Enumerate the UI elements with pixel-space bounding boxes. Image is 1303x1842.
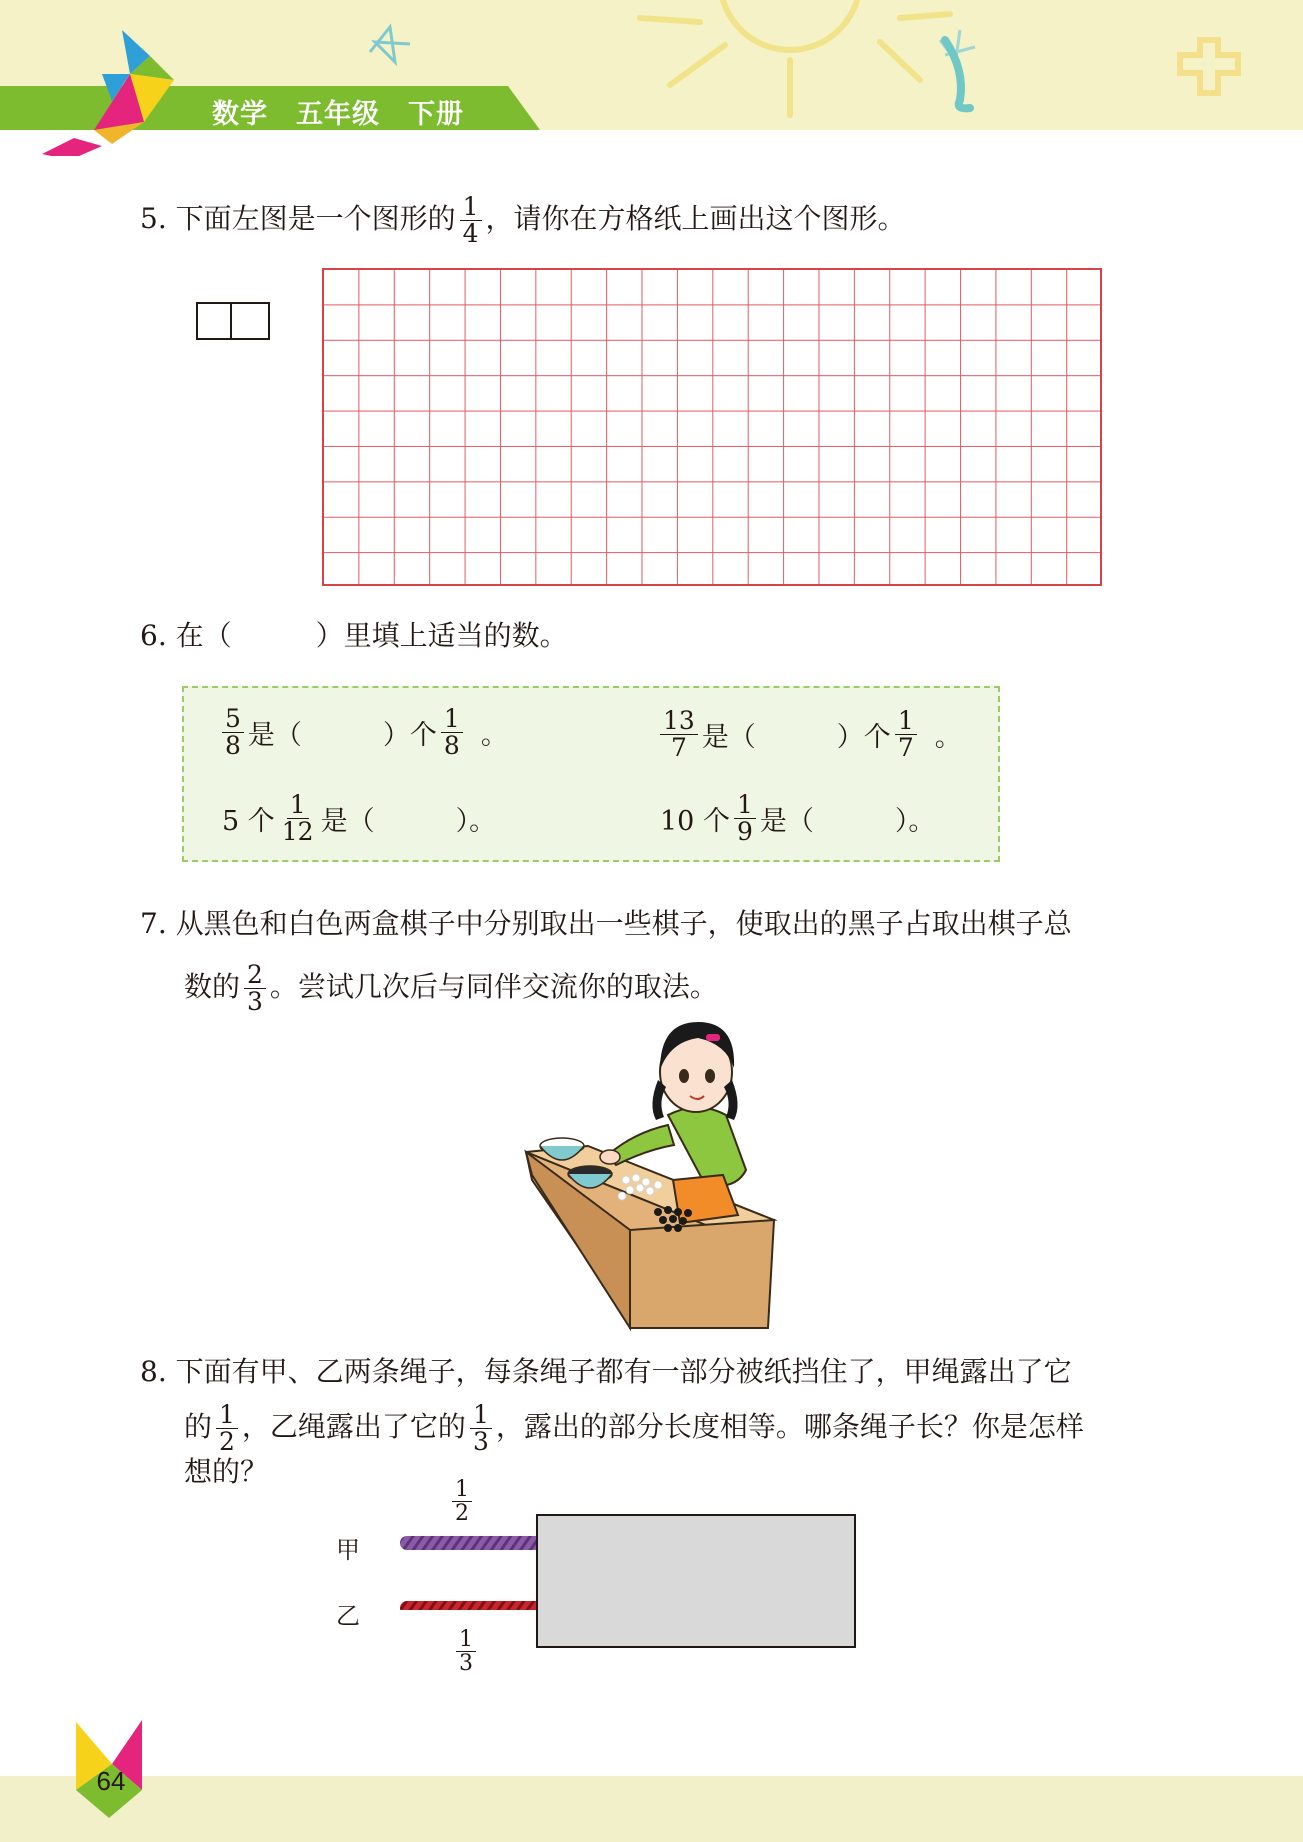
item-text: 。 bbox=[934, 722, 962, 753]
question-7 bbox=[140, 904, 1072, 944]
item-text: 10 个 bbox=[660, 806, 730, 837]
girl-with-chess-pieces-illustration bbox=[518, 1010, 798, 1332]
fraction-numerator: 1 bbox=[470, 1402, 492, 1429]
question-number: 7. bbox=[140, 907, 167, 940]
question-text: 在（ ）里填上适当的数。 bbox=[175, 619, 568, 652]
rope-b bbox=[400, 1601, 546, 1610]
fraction-denominator: 4 bbox=[462, 219, 479, 248]
question-text: 的 bbox=[184, 1410, 213, 1443]
fill-item-2 bbox=[656, 708, 962, 761]
fraction-denominator: 8 bbox=[443, 731, 460, 760]
fraction-denominator: 2 bbox=[219, 1427, 235, 1456]
fill-item-4 bbox=[660, 792, 935, 845]
question-number: 8. bbox=[140, 1355, 167, 1388]
question-text: ，露出的部分长度相等。哪条绳子长？你是怎样 bbox=[495, 1410, 1084, 1443]
item-text[interactable]: 是（ ）个 bbox=[247, 720, 437, 751]
tangram-logo-icon bbox=[32, 26, 192, 156]
fraction-numerator: 1 bbox=[456, 1628, 476, 1652]
fraction bbox=[216, 1402, 238, 1455]
item-text: 5 个 bbox=[222, 806, 275, 837]
fill-item-3 bbox=[222, 792, 496, 845]
fraction-denominator: 7 bbox=[897, 733, 914, 762]
book-title: 数学 五年级 下册 bbox=[212, 99, 464, 130]
fraction-numerator: 1 bbox=[734, 792, 756, 819]
fraction-numerator: 1 bbox=[216, 1402, 238, 1429]
rope-a bbox=[400, 1536, 546, 1550]
item-text: 。 bbox=[480, 720, 508, 751]
fraction-numerator: 1 bbox=[441, 706, 463, 733]
question-text: ，请你在方格纸上画出这个图形。 bbox=[485, 202, 906, 235]
fraction bbox=[279, 792, 317, 845]
fraction-denominator: 3 bbox=[472, 1427, 489, 1456]
fraction-numerator: 2 bbox=[244, 962, 266, 989]
fraction-denominator: 3 bbox=[247, 987, 263, 1016]
question-text: 下面左图是一个图形的 bbox=[175, 202, 456, 235]
fraction bbox=[460, 194, 482, 247]
page-number: 64 bbox=[96, 1766, 126, 1796]
star-sketch-icon bbox=[360, 22, 420, 72]
question-5 bbox=[140, 194, 906, 247]
item-text[interactable]: 是（ ）。 bbox=[320, 806, 497, 837]
fraction bbox=[244, 962, 266, 1015]
fraction-denominator: 3 bbox=[459, 1651, 473, 1676]
fraction bbox=[452, 1478, 472, 1525]
covering-paper bbox=[536, 1514, 856, 1648]
fraction bbox=[895, 708, 917, 761]
fraction-denominator: 8 bbox=[225, 731, 241, 760]
fraction bbox=[222, 706, 244, 759]
fraction-numerator: 1 bbox=[460, 194, 482, 221]
fraction bbox=[456, 1628, 476, 1675]
question-7-line2 bbox=[184, 962, 718, 1015]
question-text: 想的？ bbox=[184, 1455, 269, 1488]
question-8 bbox=[140, 1352, 1072, 1392]
question-text: 下面有甲、乙两条绳子，每条绳子都有一部分被纸挡住了，甲绳露出了它 bbox=[175, 1355, 1072, 1388]
rope-b-label: 乙 bbox=[336, 1602, 360, 1630]
rope-a-fraction bbox=[448, 1478, 476, 1525]
question-text: 。尝试几次后与同伴交流你的取法。 bbox=[269, 970, 718, 1003]
fill-item-1 bbox=[218, 706, 508, 759]
fraction bbox=[660, 708, 698, 761]
fraction-denominator: 12 bbox=[281, 817, 314, 846]
question-6 bbox=[140, 616, 568, 656]
fraction-denominator: 9 bbox=[736, 817, 753, 846]
fraction-numerator: 13 bbox=[660, 708, 698, 735]
fraction-numerator: 1 bbox=[287, 792, 309, 819]
fraction bbox=[734, 792, 756, 845]
question-text: 数的 bbox=[184, 970, 241, 1003]
question-number: 5. bbox=[140, 202, 167, 235]
question-8-line3 bbox=[184, 1452, 268, 1492]
item-text[interactable]: 是（ ）。 bbox=[759, 806, 936, 837]
fraction-denominator: 7 bbox=[670, 733, 687, 762]
fraction bbox=[441, 706, 463, 759]
question-number: 6. bbox=[140, 619, 167, 652]
question-text: 从黑色和白色两盒棋子中分别取出一些棋子，使取出的黑子占取出棋子总 bbox=[175, 907, 1072, 940]
fraction-numerator: 1 bbox=[895, 708, 917, 735]
ropes bbox=[396, 1530, 546, 1610]
rope-b-fraction bbox=[452, 1628, 480, 1675]
sun-doodle-icon bbox=[600, 0, 1300, 130]
question-8-line2 bbox=[184, 1402, 1084, 1455]
grid-paper[interactable] bbox=[322, 268, 1102, 586]
fraction bbox=[470, 1402, 492, 1455]
fraction-numerator: 5 bbox=[222, 706, 244, 733]
fraction-denominator: 2 bbox=[455, 1501, 469, 1526]
quarter-shape-right-square bbox=[230, 302, 270, 340]
quarter-shape-left-square bbox=[196, 302, 232, 340]
footer-band bbox=[0, 1776, 1303, 1842]
question-text: ，乙绳露出了它的 bbox=[241, 1410, 466, 1443]
rope-a-label: 甲 bbox=[336, 1536, 360, 1564]
item-text[interactable]: 是（ ）个 bbox=[701, 722, 891, 753]
fraction-numerator: 1 bbox=[452, 1478, 472, 1502]
